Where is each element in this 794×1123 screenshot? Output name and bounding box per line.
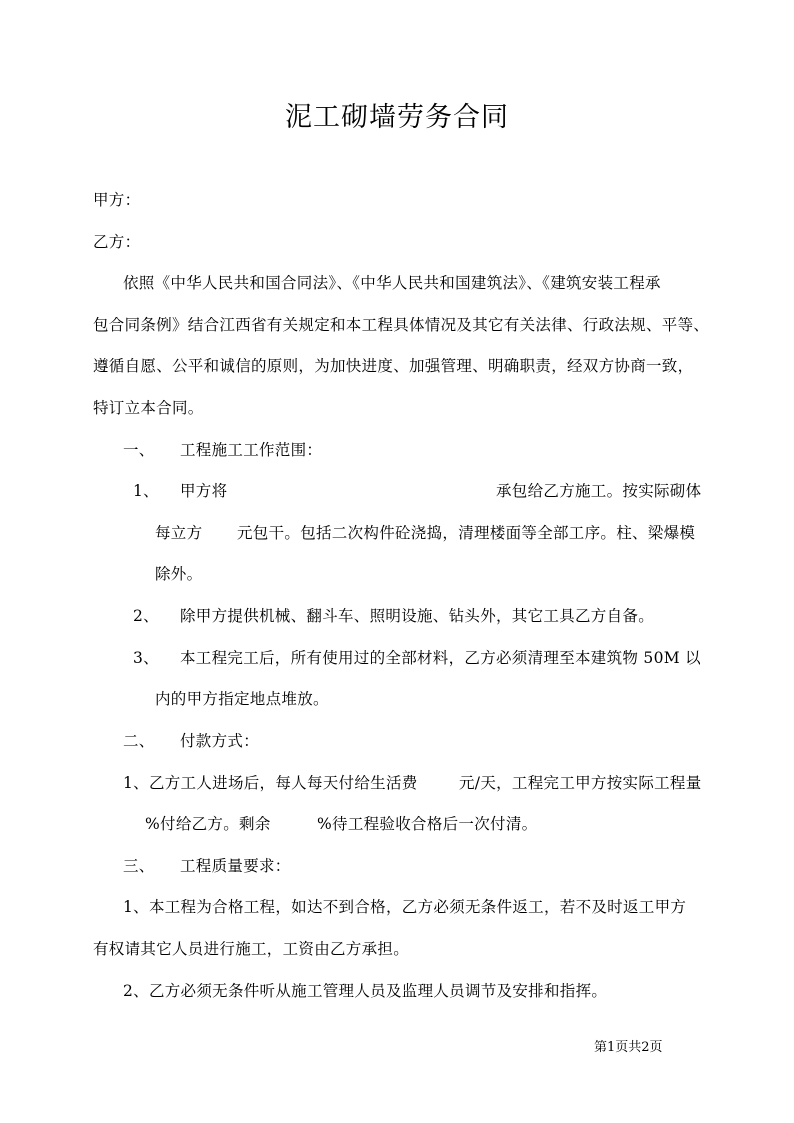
item-2-1-line2b: %待工程验收合格后一次付清。: [317, 815, 538, 833]
section-3-heading: 工程质量要求：: [180, 857, 291, 875]
party-a-label: 甲方：: [93, 191, 141, 209]
item-1-1-number: 1、: [133, 482, 159, 500]
section-1-heading: 工程施工工作范围：: [180, 441, 323, 459]
intro-line-4: 特订立本合同。: [93, 399, 204, 417]
item-1-1-line3: 除外。: [155, 565, 203, 583]
item-3-1-line2: 有权请其它人员进行施工，工资由乙方承担。: [93, 940, 410, 958]
intro-line-3: 遵循自愿、公平和诚信的原则，为加快进度、加强管理、明确职责，经双方协商一致，: [93, 357, 694, 375]
item-2-1-line2a: %付给乙方。剩余: [145, 815, 271, 833]
document-title: 泥工砌墙劳务合同: [285, 102, 509, 133]
item-1-1-line2b: 元包干。包括二次构件砼浇捣，清理楼面等全部工序。柱、梁爆模: [237, 524, 696, 542]
item-1-2-text: 除甲方提供机械、翻斗车、照明设施、钻头外，其它工具乙方自备。: [180, 607, 655, 625]
item-1-3-line2: 内的甲方指定地点堆放。: [155, 690, 329, 708]
item-3-1-line1: 1、本工程为合格工程，如达不到合格，乙方必须无条件返工，若不及时返工甲方: [123, 898, 687, 916]
item-1-1-part1: 甲方将: [180, 482, 228, 500]
item-1-1-line2a: 每立方: [155, 524, 203, 542]
section-2-number: 二、: [123, 732, 155, 750]
section-3-number: 三、: [123, 857, 155, 875]
item-2-1-line1b: 元/天，工程完工甲方按实际工程量: [459, 774, 702, 792]
item-1-2-number: 2、: [133, 607, 159, 625]
item-2-1-line1a: 1、乙方工人进场后，每人每天付给生活费: [123, 774, 418, 792]
intro-line-2: 包合同条例》结合江西省有关规定和本工程具体情况及其它有关法律、行政法规、平等、: [93, 316, 710, 334]
item-3-2-line1: 2、乙方必须无条件听从施工管理人员及监理人员调节及安排和指挥。: [123, 982, 608, 1000]
item-1-3-number: 3、: [133, 649, 159, 667]
section-1-number: 一、: [123, 441, 155, 459]
intro-line-1: 依照《中华人民共和国合同法》、《中华人民共和国建筑法》、《建筑安装工程承: [123, 274, 661, 292]
item-1-1-part2: 承包给乙方施工。按实际砌体: [496, 482, 702, 500]
section-2-heading: 付款方式：: [180, 732, 260, 750]
item-1-3-line1: 本工程完工后，所有使用过的全部材料，乙方必须清理至本建筑物 50M 以: [180, 649, 701, 667]
party-b-label: 乙方：: [93, 233, 141, 251]
page-footer: 第1页共2页: [594, 1040, 663, 1055]
